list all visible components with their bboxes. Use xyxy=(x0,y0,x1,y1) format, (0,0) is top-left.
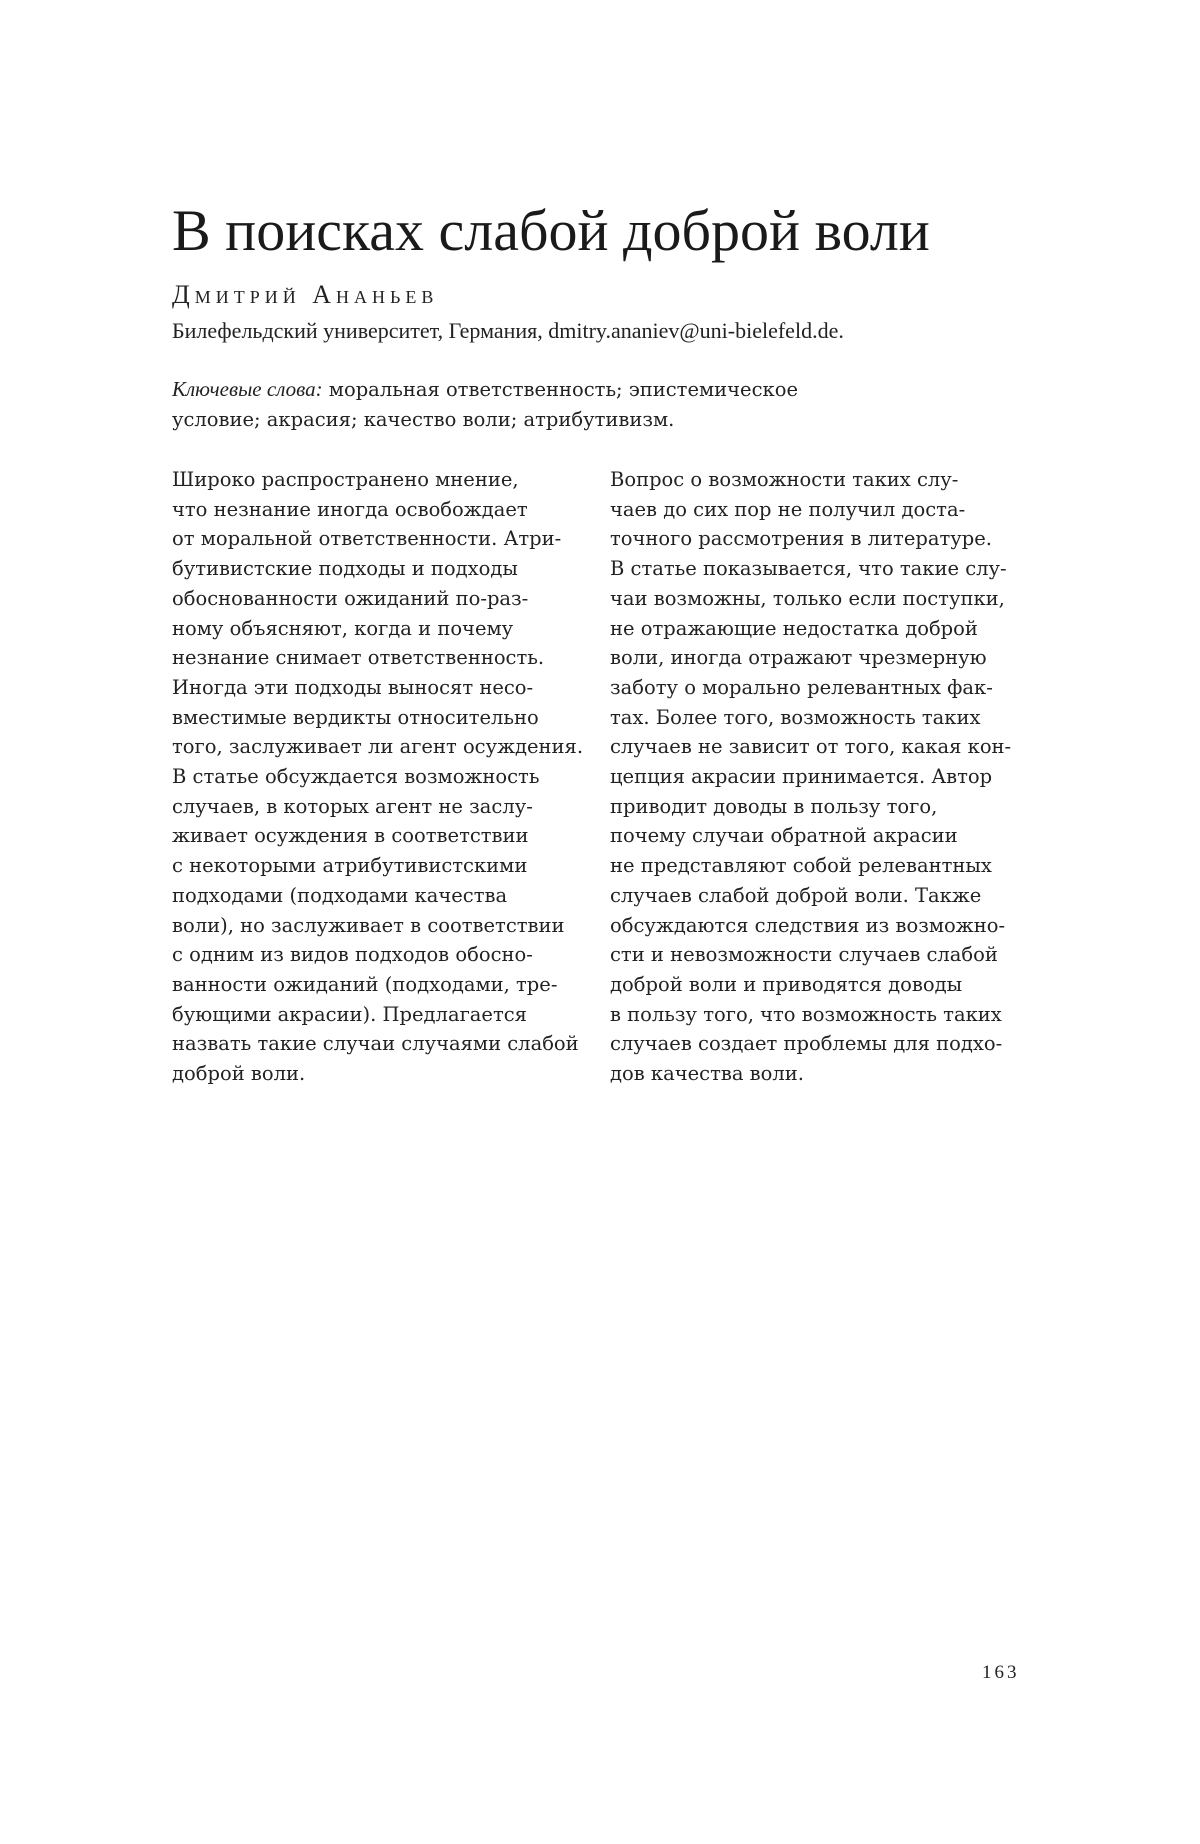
abstract-right-line: точного рассмотрения в литературе. xyxy=(610,527,992,551)
abstract-right-line: случаев создает проблемы для подхо- xyxy=(610,1032,1003,1056)
author-name: Дмитрий Ананьев xyxy=(172,280,439,309)
keywords-line-2: условие; акрасия; качество воли; атрибутивизм. xyxy=(172,408,675,431)
abstract-right-line: не представляют собой релевантных xyxy=(610,854,992,878)
abstract-left-line: доброй воли. xyxy=(172,1062,306,1086)
abstract-left-line: ванности ожиданий (подходами, тре- xyxy=(172,972,558,996)
abstract-left-line: случаев, в которых агент не заслу- xyxy=(172,794,533,818)
abstract-left-line: Широко распространено мнение, xyxy=(172,468,519,491)
abstract-right-line: обсуждаются следствия из возможно- xyxy=(610,913,1006,937)
keywords-line-1 xyxy=(172,374,892,405)
abstract-right-line: сти и невозможности случаев слабой xyxy=(610,943,998,967)
abstract-right-line: заботу о морально релевантных фак- xyxy=(610,675,993,699)
abstract-right-line: приводит доводы в пользу того, xyxy=(610,794,938,818)
abstract-right-line: тах. Более того, возможность таких xyxy=(610,705,981,729)
abstract-left-line: что незнание иногда освобождает xyxy=(172,497,528,521)
keywords-text-1: моральная ответственность; эпистемическое xyxy=(328,378,798,401)
abstract-left-line: воли), но заслуживает в соответствии xyxy=(172,913,565,937)
keywords-block xyxy=(172,374,892,435)
abstract-right-line: случаев слабой доброй воли. Также xyxy=(610,883,982,907)
page-number: 163 xyxy=(982,1662,1020,1683)
abstract-right-line: почему случаи обратной акрасии xyxy=(610,824,958,848)
abstract-left-line: живает осуждения в соответствии xyxy=(172,824,529,848)
abstract-right-line: не отражающие недостатка доброй xyxy=(610,616,978,640)
abstract-right-line: доброй воли и приводятся доводы xyxy=(610,972,963,996)
abstract-left-line: того, заслуживает ли агент осуждения. xyxy=(172,735,584,759)
abstract-left-line: обоснованности ожиданий по-раз- xyxy=(172,586,529,610)
abstract-left-line: подходами (подходами качества xyxy=(172,883,508,907)
abstract-right-line: чаев до сих пор не получил доста- xyxy=(610,497,966,521)
abstract-right-line: воли, иногда отражают чрезмерную xyxy=(610,646,987,670)
abstract-left-line: назвать такие случаи случаями слабой xyxy=(172,1032,579,1056)
abstract-left-line: с одним из видов подходов обосно- xyxy=(172,943,533,967)
keywords-label: Ключевые слова: xyxy=(172,377,323,401)
abstract-left-line: В статье обсуждается возможность xyxy=(172,765,540,789)
abstract-right-line: чаи возможны, только если поступки, xyxy=(610,586,1005,610)
abstract-right-line: цепция акрасии принимается. Автор xyxy=(610,765,993,789)
author-affiliation: Билефельдский университет, Германия, dmitry.ananiev@uni-bielefeld.de. xyxy=(172,318,844,343)
abstract-left-line: ному объясняют, когда и почему xyxy=(172,616,514,640)
abstract-column-left xyxy=(172,465,592,1089)
abstract-left-line: Иногда эти подходы выносят несо- xyxy=(172,675,534,699)
abstract-right-line: в пользу того, что возможность таких xyxy=(610,1002,1002,1026)
abstract-right-line: Вопрос о возможности таких слу- xyxy=(610,468,959,491)
abstract-column-right xyxy=(610,465,1030,1089)
abstract-left-line: незнание снимает ответственность. xyxy=(172,646,545,670)
abstract-left-line: бутивистские подходы и подходы xyxy=(172,557,518,581)
abstract-right-line: случаев не зависит от того, какая кон- xyxy=(610,735,1012,759)
abstract-left-line: от моральной ответственности. Атри- xyxy=(172,527,562,551)
abstract-left-line: бующими акрасии). Предлагается xyxy=(172,1002,527,1026)
abstract-left-line: вместимые вердикты относительно xyxy=(172,705,539,729)
abstract-left-line: с некоторыми атрибутивистскими xyxy=(172,854,528,878)
abstract-right-line: дов качества воли. xyxy=(610,1062,804,1086)
article-title: В поисках слабой доброй воли xyxy=(172,198,930,263)
abstract-right-line: В статье показывается, что такие слу- xyxy=(610,557,1007,581)
